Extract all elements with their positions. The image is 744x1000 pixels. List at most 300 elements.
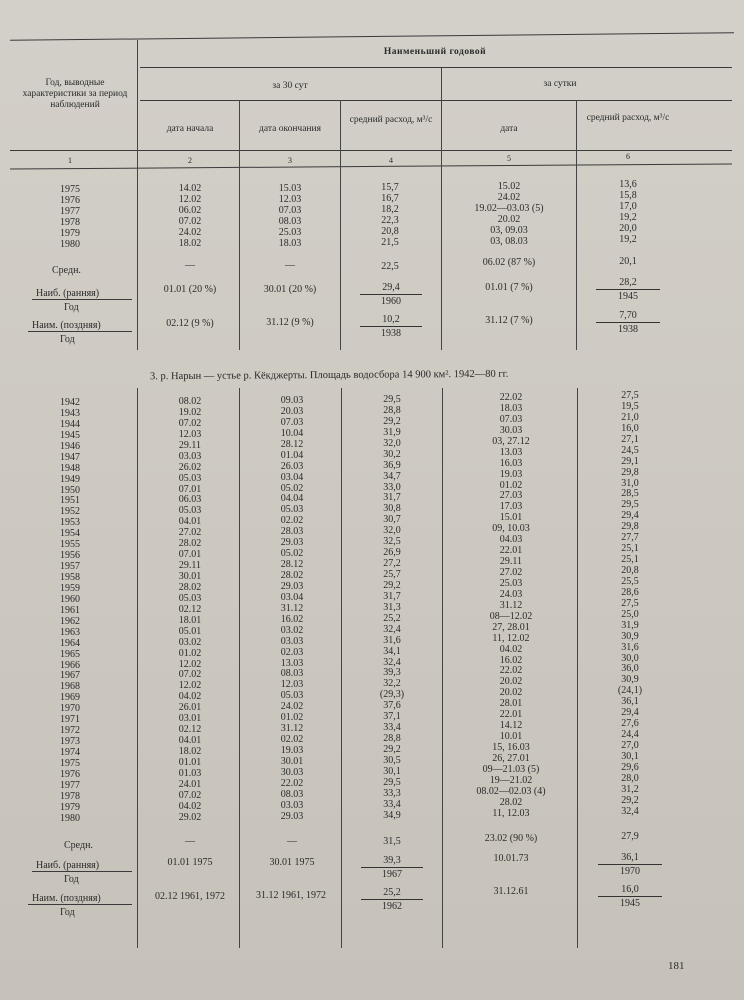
table-cell: 12.02 [178,193,202,205]
table-cell: 30.03 [499,424,523,436]
table-cell: 03, 09.03 [490,224,528,236]
table-cell: 27,0 [621,740,639,751]
table-cell: 08.03 [278,215,302,227]
table-cell: 29,2 [383,579,401,591]
table-cell: 32,0 [383,525,401,537]
table-cell: 01.04 [280,449,304,461]
table-cell: 1966 [60,659,80,671]
table-cell: 07.02 [178,789,202,801]
t1-years [40,185,100,251]
table-cell: 12.03 [178,428,202,440]
table-cell: 30,1 [621,750,639,762]
table-cell: 12.03 [280,679,304,691]
table-cell: 27,1 [621,433,639,445]
table-cell: 30,9 [621,674,639,686]
col-divider [341,388,342,948]
year: 1960 [381,296,401,307]
t1-mean-c5: 06.02 (87 %) [482,257,536,268]
table-cell: 36,1 [621,696,639,708]
table-cell: 1959 [60,582,80,594]
table-cell: 30,8 [383,503,401,515]
col-divider [340,100,341,350]
table-cell: 27,5 [621,597,639,609]
table-cell: 1955 [60,539,80,551]
table-cell: 31,3 [383,601,401,613]
col-divider [137,40,138,350]
table-cell: 29,5 [383,776,401,788]
table-cell: 09, 10.03 [492,523,530,535]
table-cell: 29,5 [383,394,401,405]
t2-mean-c4: 31,5 [383,836,401,847]
table-cell: 32,4 [383,623,401,635]
col-divider [137,388,138,948]
table-cell: 18.01 [178,614,202,626]
t2-max-c5: 10.01.73 [493,853,529,864]
table-cell: 1972 [60,725,80,737]
table-cell: 03.02 [280,624,304,636]
table-cell: 34,9 [383,809,401,821]
table-cell: 1980 [60,812,80,824]
page-number: 181 [668,960,685,972]
table-cell: 15, 16.03 [492,742,530,753]
table-cell: 19.03 [499,468,523,480]
table-cell: 26.03 [280,460,304,472]
table-cell: 04.01 [178,735,202,747]
table-cell: 29,4 [621,510,639,522]
table-cell: 1946 [60,440,80,452]
table-cell: 16,7 [381,192,399,204]
t1-col4 [350,183,430,249]
year: 1945 [620,898,640,909]
t2-mean-c5: 23.02 (90 %) [484,833,538,844]
table-cell: 27.02 [499,567,523,578]
table-cell: 29,2 [383,744,401,755]
table-cell: 12.02 [178,680,202,692]
t2-max-c3: 30.01 1975 [269,857,315,868]
table-cell: 29.11 [178,560,202,572]
table-cell: 12.02 [178,658,202,670]
col-divider [442,388,443,948]
t2-min-c2: 02.12 1961, 1972 [155,891,225,902]
value: 7,70 [596,310,660,323]
year: 1938 [618,324,638,335]
table-cell: 1965 [60,648,80,660]
table-cell: 33,4 [383,798,401,810]
table-cell: 24,5 [621,444,639,456]
table-cell: 22.02 [499,665,523,677]
table-cell: 32,0 [383,437,401,449]
table-cell: 1970 [60,703,80,715]
table-cell: 04.02 [178,691,202,703]
table-cell: 31,6 [383,634,401,646]
table-cell: 1968 [60,681,80,693]
table-cell: 14.12 [499,720,523,732]
year: 1945 [618,291,638,302]
table-cell: 28.12 [280,438,304,450]
table-cell: 29,8 [621,521,639,533]
table-cell: 36,9 [383,459,401,471]
table-cell: 28.02 [178,538,202,550]
table-cell: 31,7 [383,492,401,504]
table-cell: 1979 [60,801,80,813]
table-cell: 21,0 [621,411,639,423]
table-cell: 18,2 [381,203,399,215]
col3-number: 3 [288,156,292,165]
table-cell: 03, 08.03 [490,235,528,247]
table-cell: 27,6 [621,718,639,730]
table-cell: 02.02 [280,515,304,527]
sub-header-daily: за сутки [543,79,577,89]
table-cell: 15.02 [497,181,521,192]
table-cell: 07.03 [499,413,523,425]
table-cell: 07.02 [178,417,202,429]
table-cell: 31,7 [383,590,401,602]
table-cell: 20,0 [619,222,637,234]
table-cell: 08.02 [178,396,202,407]
table-cell: 10.01 [499,731,523,743]
table-cell: 27,5 [621,390,639,401]
table-cell: 30,9 [621,630,639,642]
t1-max-underline [32,299,132,300]
table-cell: 02.02 [280,734,304,746]
t2-col5 [455,393,567,820]
table-cell: 26.02 [178,461,202,473]
t1-min-c4 [360,314,422,339]
table-cell: 31,9 [621,619,639,631]
table-cell: 37,1 [383,711,401,723]
t2-min-c5: 31.12.61 [493,886,529,897]
table-cell: 26, 27.01 [492,752,530,764]
table-cell: 18.02 [178,237,202,249]
table-cell: 29,6 [621,761,639,773]
table-cell: 07.02 [178,669,202,681]
table-cell: 1976 [60,194,80,206]
table-cell: 28.02 [178,581,202,593]
table-cell: 28.02 [499,796,523,808]
table-cell: 1960 [60,593,80,605]
t2-col4 [352,395,432,822]
table-cell: 21,5 [381,236,399,248]
t2-max-year-label: Год [64,874,79,885]
table-cell: 03.04 [280,591,304,603]
table-cell: 1979 [60,227,80,239]
table-cell: 27,2 [383,558,401,570]
table-cell: 07.02 [178,215,202,227]
table-cell: 16.02 [280,613,304,625]
table-cell: 13.03 [280,657,304,669]
table-cell: 1947 [60,451,80,463]
table-cell: 1943 [60,407,80,419]
table-cell: 18.03 [278,237,302,249]
table-cell: 29.03 [280,537,304,549]
table-cell: 15.01 [499,512,523,524]
value: 16,0 [598,884,662,897]
table-cell: 03.02 [178,636,202,648]
table-cell: 34,1 [383,645,401,657]
col2-number: 2 [188,156,192,165]
t2-min-year-label: Год [60,907,75,918]
table-cell: 1973 [60,736,80,748]
table-cell: 22.02 [499,392,523,403]
t2-mean-c6: 27,9 [621,831,639,842]
table-cell: 25.03 [499,577,523,589]
table-cell: 36,0 [621,663,639,675]
table-cell: 14.02 [178,183,202,194]
table-cell: 13,6 [619,179,637,190]
table-cell: 28,5 [621,488,639,500]
table-cell: 27, 28.01 [492,621,530,633]
table-cell: 28.02 [280,570,304,581]
col3-header: дата окончания [259,124,321,134]
t2-years [40,398,100,825]
table-cell: 30.03 [280,766,304,778]
col-divider [576,100,577,350]
t1-min-c3: 31.12 (9 %) [266,317,314,328]
table-cell: 08.02—02.03 (4) [476,785,546,797]
value: 36,1 [598,852,662,865]
year: 1938 [381,328,401,339]
t2-col2 [150,397,230,824]
table-cell: (29,3) [379,689,405,701]
table-cell: 04.04 [280,493,304,505]
table-cell: 01.02 [499,479,523,491]
table-cell: 01.01 [178,756,202,768]
table-cell: 20,8 [381,225,399,237]
table-cell: 1974 [60,747,80,758]
table-cell: 19,2 [619,233,637,245]
col-divider [577,388,578,948]
table-cell: 28.03 [280,526,304,538]
table-cell: 1962 [60,615,80,627]
table-cell: 22.02 [280,777,304,789]
table-cell: 09—21.03 (5) [482,763,540,775]
table-cell: 28,6 [621,586,639,598]
table-cell: 32,4 [621,805,639,817]
table-cell: 03.04 [280,471,304,483]
t1-max-year-label: Год [64,302,79,313]
table-cell: 01.02 [280,712,304,724]
table-cell: 37,6 [383,700,401,712]
table-cell: 05.03 [280,504,304,516]
table-cell: 28,8 [383,733,401,745]
table-cell: 32,5 [383,536,401,548]
table-cell: 19.03 [280,745,304,756]
t1-max-c3: 30.01 (20 %) [263,284,317,295]
table-cell: 22.01 [499,709,523,721]
table-cell: 1971 [60,714,80,726]
table-cell: 05.03 [280,690,304,702]
table-cell: 20.02 [499,687,523,699]
table-cell: 07.03 [280,416,304,428]
t2-max-c2: 01.01 1975 [167,857,213,868]
t1-col3 [250,184,330,250]
table-cell: 29,1 [621,455,639,467]
table-cell: 05.03 [178,592,202,604]
table-cell: 1952 [60,506,80,518]
table-cell: 20.03 [280,405,304,417]
table-cell: 09.03 [280,395,304,406]
table-cell: 24.02 [497,191,521,203]
table-cell: 24.03 [499,588,523,600]
table-cell: 17.03 [499,501,523,513]
col6-header: средний расход, м³/с [586,113,670,123]
table-cell: 07.01 [178,483,202,495]
t2-max-c4 [361,855,423,880]
table-cell: 30,0 [621,652,639,664]
table-cell: 25,1 [621,543,639,555]
table-cell: 01.02 [178,647,202,659]
table-cell: 22,3 [381,214,399,226]
year: 1970 [620,866,640,877]
table-cell: 19,5 [621,400,639,412]
table-cell: 28,0 [621,772,639,784]
t1-min-c2: 02.12 (9 %) [166,318,214,329]
table-cell: 07.01 [178,549,202,561]
table-cell: 1954 [60,528,80,540]
table-cell: 19—21.02 [489,774,533,786]
col-divider [441,68,442,350]
t2-col6 [590,391,670,818]
table-cell: 28.01 [499,698,523,710]
t2-min-c4 [361,887,423,912]
t1-min-year-label: Год [60,334,75,345]
table-cell: 29.03 [280,580,304,592]
t1-min-c5: 31.12 (7 %) [485,315,533,326]
t2-min-label: Наим. (поздняя) [32,893,101,904]
t1-min-label: Наим. (поздняя) [32,320,101,331]
t1-max-label: Наиб. (ранняя) [36,288,100,299]
table-top-rule [10,32,734,41]
table-cell: 1961 [60,604,80,616]
table-cell: 30,7 [383,514,401,526]
table-cell: 08—12.02 [489,610,533,622]
table-cell: 1977 [60,779,80,791]
table-cell: 29,2 [621,794,639,806]
table-cell: 28,8 [383,404,401,416]
table-cell: 30,5 [383,754,401,766]
table-cell: 1978 [60,216,80,228]
table-cell: 25,2 [383,612,401,624]
table-cell: 30.01 [280,755,304,767]
t1-max-c4 [360,282,422,307]
table-cell: 30.01 [178,571,202,582]
table-cell: 05.03 [178,472,202,484]
table-cell: 26,9 [383,547,401,559]
sub-header-rule [140,100,732,101]
table-cell: 19.02—03.03 (5) [474,202,544,214]
table-cell: 06.02 [178,204,202,216]
value: 10,2 [360,314,422,327]
table-cell: 1964 [60,637,80,649]
t2-mean-c2: — [185,836,195,847]
table-cell: 22.01 [499,545,523,557]
table-cell: 29.02 [178,811,202,823]
table-cell: 29.11 [499,556,523,568]
table-cell: 31.12 [280,723,304,735]
t2-min-c3: 31.12 1961, 1972 [256,890,326,901]
table-cell: 02.03 [280,646,304,658]
table-cell: 04.02 [178,800,202,812]
table-cell: 30,2 [383,448,401,460]
table-cell: 31,6 [621,641,639,653]
col5-header: дата [500,124,518,134]
t1-min-c6 [596,310,660,335]
table-cell: 20.02 [497,213,521,225]
t1-col5 [454,182,564,248]
t1-max-c6 [596,277,660,302]
t1-max-c5: 01.01 (7 %) [485,282,533,293]
group-header-rule [140,67,732,68]
table-cell: 29.11 [178,439,202,451]
table-cell: 28.12 [280,559,304,571]
table-cell: 05.03 [178,505,202,517]
table-cell: 11, 12.02 [492,632,530,644]
group-header: Наименьший годовой [383,47,487,57]
table-cell: 05.02 [280,548,304,560]
col4-number: 4 [389,156,393,165]
col4-header: средний расход, м³/с [349,115,433,125]
table-cell: 1956 [60,550,80,562]
table-cell: 10.04 [280,427,304,439]
table-cell: 16,0 [621,422,639,434]
table-cell: 29,4 [621,707,639,719]
t1-min-underline [28,331,132,332]
t2-mean-label: Средн. [64,840,93,851]
value: 25,2 [361,887,423,900]
t2-col3 [252,396,332,823]
table-cell: 1977 [60,205,80,217]
table-cell: 1980 [60,238,80,250]
table-cell: 15,7 [381,182,399,193]
t2-min-c6 [598,884,662,909]
table-cell: 1953 [60,517,80,529]
col2-header: дата начала [166,124,214,134]
table-cell: 16.03 [499,457,523,469]
table-cell: 15,8 [619,189,637,201]
table-cell: 11, 12.03 [492,807,530,819]
table-cell: 19,2 [619,211,637,223]
table-cell: 31,9 [383,426,401,438]
table-cell: 16.02 [499,654,523,666]
table-cell: 04.02 [499,643,523,655]
table-cell: 24.02 [178,226,202,238]
section-title: 3. р. Нарын — устье р. Кёкджерты. Площадь водосбора 14 900 км². 1942—80 гг. [149,368,509,383]
table-cell: 1975 [60,757,80,769]
t1-mean-label: Средн. [52,265,81,276]
table-cell: 25.03 [278,226,302,238]
table-cell: 31,2 [621,783,639,795]
col5-number: 5 [507,154,511,163]
table-cell: 1978 [60,790,80,802]
table-cell: 20,8 [621,565,639,576]
table-cell: 25,7 [383,569,401,580]
table-cell: 08.03 [280,668,304,680]
table-cell: 24.01 [178,778,202,790]
col6-number: 6 [626,152,630,161]
table-cell: 1969 [60,692,80,704]
table-cell: 25,1 [621,554,639,566]
col1-number: 1 [68,156,72,165]
table-cell: 33,4 [383,722,401,734]
table-cell: 1963 [60,626,80,638]
table-cell: 07.03 [278,204,302,216]
table-cell: 19.02 [178,406,202,418]
table-cell: 03.03 [280,635,304,647]
table-cell: 1945 [60,429,80,441]
table-cell: 1942 [60,397,80,408]
table-cell: 29,5 [621,499,639,511]
table-cell: 01.03 [178,767,202,779]
